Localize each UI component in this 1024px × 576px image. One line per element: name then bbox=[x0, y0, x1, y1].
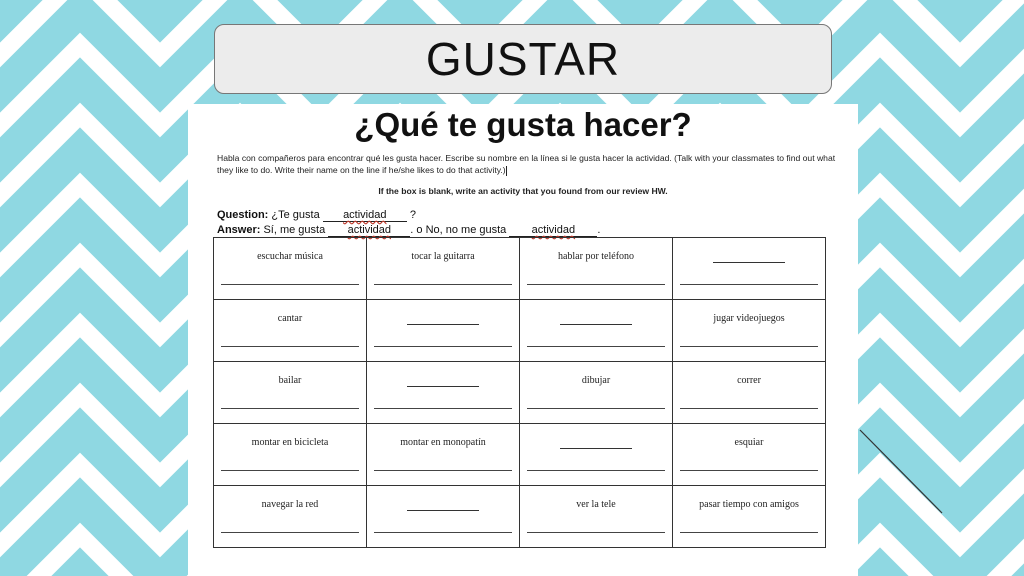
activity-label: cantar bbox=[277, 313, 303, 324]
answer-suffix: . bbox=[597, 224, 601, 236]
name-write-line[interactable] bbox=[221, 408, 359, 409]
activity-cell bbox=[520, 362, 673, 424]
activity-label: pasar tiempo con amigos bbox=[699, 499, 799, 510]
activity-cell bbox=[520, 300, 673, 362]
activity-label: jugar videojuegos bbox=[713, 313, 785, 324]
blank-activity-line bbox=[407, 313, 479, 325]
activity-cell bbox=[673, 424, 826, 486]
name-write-line[interactable] bbox=[680, 284, 818, 285]
name-write-line[interactable] bbox=[221, 532, 359, 533]
name-write-line[interactable] bbox=[374, 346, 512, 347]
activity-label: montar en monopatín bbox=[400, 437, 486, 448]
activity-label: esquiar bbox=[734, 437, 764, 448]
blank-activity-line bbox=[713, 251, 785, 263]
answer-blank-1 bbox=[328, 224, 410, 237]
blank-activity-line bbox=[560, 313, 632, 325]
instructions-body: Habla con compañeros para encontrar qué les gusta hacer. Escribe su nombre en la línea si le gusta hacer la actividad. (Talk with your classmates to find out what they like to do. Write their name on the line if he/she likes to do that activity.) bbox=[217, 153, 836, 175]
name-write-line[interactable] bbox=[680, 470, 818, 471]
answer-middle: . o No, no me gusta bbox=[410, 224, 507, 236]
name-write-line[interactable] bbox=[527, 408, 665, 409]
activity-label: hablar por teléfono bbox=[557, 251, 635, 262]
answer-blank-1-text: actividad bbox=[347, 224, 391, 236]
activity-label: tocar la guitarra bbox=[411, 251, 475, 262]
activity-cell bbox=[367, 300, 520, 362]
question-blank-text: actividad bbox=[343, 209, 387, 221]
activity-label: ver la tele bbox=[576, 499, 616, 510]
answer-blank-2 bbox=[509, 224, 597, 237]
question-label: Question: bbox=[217, 209, 269, 221]
instructions-text bbox=[217, 152, 847, 176]
name-write-line[interactable] bbox=[680, 346, 818, 347]
activity-cell bbox=[673, 238, 826, 300]
activity-cell bbox=[214, 362, 367, 424]
grid-row bbox=[214, 424, 826, 486]
name-write-line[interactable] bbox=[527, 346, 665, 347]
question-line bbox=[217, 209, 416, 222]
grid-row bbox=[214, 486, 826, 548]
name-write-line[interactable] bbox=[680, 532, 818, 533]
name-write-line[interactable] bbox=[374, 408, 512, 409]
worksheet bbox=[188, 104, 858, 576]
answer-label: Answer: bbox=[217, 224, 261, 236]
activity-label: escuchar música bbox=[257, 251, 323, 262]
activity-label: correr bbox=[737, 375, 761, 386]
activity-grid bbox=[213, 237, 826, 548]
activity-cell bbox=[520, 424, 673, 486]
blank-box-note: If the box is blank, write an activity that you found from our review HW. bbox=[378, 186, 668, 196]
blank-activity-line bbox=[560, 437, 632, 449]
blank-activity-line bbox=[407, 375, 479, 387]
name-write-line[interactable] bbox=[374, 532, 512, 533]
activity-cell bbox=[673, 300, 826, 362]
activity-label: montar en bicicleta bbox=[251, 437, 329, 448]
name-write-line[interactable] bbox=[221, 284, 359, 285]
grid-row bbox=[214, 362, 826, 424]
name-write-line[interactable] bbox=[527, 532, 665, 533]
name-write-line[interactable] bbox=[680, 408, 818, 409]
slide-title: GUSTAR bbox=[425, 33, 621, 85]
slide-title-box bbox=[214, 24, 832, 94]
question-suffix: ? bbox=[409, 209, 416, 221]
activity-cell bbox=[673, 362, 826, 424]
answer-prefix: Sí, me gusta bbox=[263, 224, 326, 236]
activity-label: dibujar bbox=[581, 375, 611, 386]
name-write-line[interactable] bbox=[527, 284, 665, 285]
activity-cell bbox=[367, 238, 520, 300]
activity-cell bbox=[367, 424, 520, 486]
activity-cell bbox=[214, 486, 367, 548]
answer-line bbox=[217, 224, 600, 237]
name-write-line[interactable] bbox=[374, 470, 512, 471]
activity-cell bbox=[214, 238, 367, 300]
answer-blank-2-text: actividad bbox=[531, 224, 576, 236]
blank-activity-line bbox=[407, 499, 479, 511]
text-cursor bbox=[506, 166, 507, 176]
grid-row bbox=[214, 300, 826, 362]
name-write-line[interactable] bbox=[374, 284, 512, 285]
activity-label: bailar bbox=[278, 375, 302, 386]
name-write-line[interactable] bbox=[221, 470, 359, 471]
activity-cell bbox=[367, 362, 520, 424]
activity-label: navegar la red bbox=[261, 499, 319, 510]
activity-cell bbox=[520, 238, 673, 300]
name-write-line[interactable] bbox=[221, 346, 359, 347]
activity-cell bbox=[214, 424, 367, 486]
question-prefix: ¿Te gusta bbox=[271, 209, 320, 221]
activity-cell bbox=[367, 486, 520, 548]
question-blank bbox=[323, 209, 407, 222]
name-write-line[interactable] bbox=[527, 470, 665, 471]
activity-cell bbox=[673, 486, 826, 548]
worksheet-heading: ¿Qué te gusta hacer? bbox=[354, 106, 692, 143]
activity-cell bbox=[520, 486, 673, 548]
grid-row bbox=[214, 238, 826, 300]
activity-cell bbox=[214, 300, 367, 362]
